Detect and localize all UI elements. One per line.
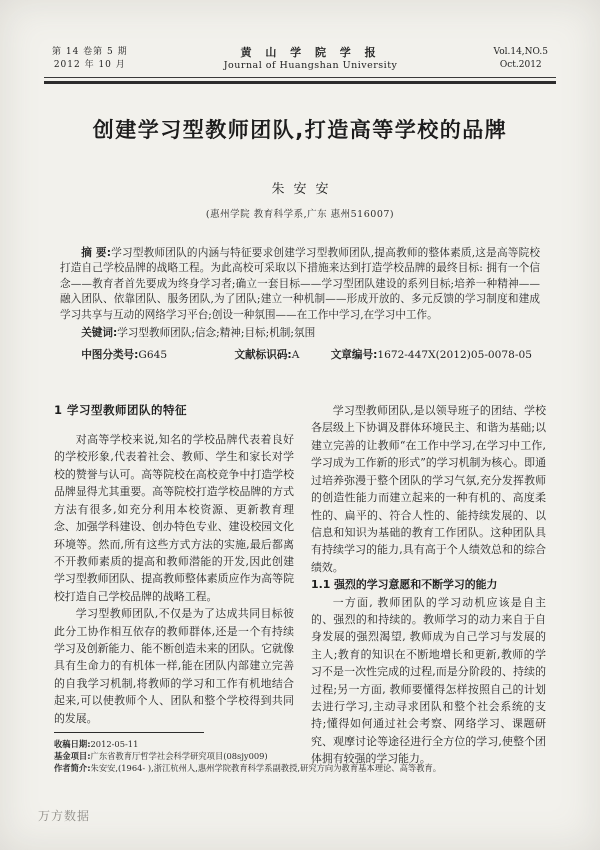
abstract-label: 摘 要: bbox=[81, 246, 111, 259]
fund-project-label: 基金项目: bbox=[54, 751, 91, 762]
author-bio-value: 朱安安,(1964- ),浙江杭州人,惠州学院教育科学系副教授,研究方向为教育基本理论、高等教育。 bbox=[90, 762, 442, 773]
fund-project-value: 广东省教育厅哲学社会科学研究项目(08sjy009) bbox=[90, 751, 268, 762]
footnote-block bbox=[54, 727, 442, 774]
right-column bbox=[311, 402, 546, 764]
journal-name-cn: 黄 山 学 院 学 报 bbox=[240, 46, 381, 59]
header-journal-name bbox=[224, 46, 398, 72]
issue-volume-cn: 第 14 卷第 5 期 bbox=[52, 47, 128, 57]
journal-name-en: Journal of Huangshan University bbox=[223, 60, 398, 71]
author-affiliation: (惠州学院 教育科学系,广东 惠州516007) bbox=[205, 208, 395, 220]
clc-label: 中图分类号: bbox=[81, 349, 139, 362]
header-rule bbox=[44, 81, 556, 84]
abstract-paragraph bbox=[60, 246, 540, 324]
footnote-fund bbox=[54, 751, 294, 763]
author-bio-label: 作者简介: bbox=[54, 762, 91, 773]
article-id-segment bbox=[331, 349, 532, 361]
received-date-value: 2012-05-11 bbox=[90, 739, 139, 750]
body-paragraph-2: 学习型教师团队,不仅是为了达成共同目标彼此分工协作相互依存的教师群体,还是一个有持续学习及创新能力、能不断创造未来的团队。它就像具有生命力的有机体一样,能在团队内部建立完善的自我学习机制,将教师的学习和工作有机地结合起来,可以使教师个人、团队和整个学校得到共同的发展。 bbox=[54, 607, 294, 725]
author-name: 朱安安 bbox=[271, 181, 338, 197]
issue-volume-en: Vol.14,NO.5 bbox=[493, 47, 548, 57]
body-paragraph-1: 对高等学校来说,知名的学校品牌代表着良好的学校形象,代表着社会、教师、学生和家长对学校的赞誉与认可。高等院校在高校竞争中打造学校品牌显得尤其重要。高等院校打造学校品牌的方式方法有很多,如充分利用本校资源、更新教育理念、加强学科建设、创办特色专业、建设校园文化环境等。然而,所有这些方式方法的实施,最后都离不开教师素质的提高和教师潜能的开发,因此创建学习型教师团队、提高教师整体素质应作为高等院校打造自己学校品牌的战略工程。 bbox=[54, 433, 294, 603]
received-date-label: 收稿日期: bbox=[54, 739, 91, 750]
journal-header bbox=[44, 46, 556, 78]
article-id-label: 文章编号: bbox=[330, 349, 378, 362]
doc-code-value: A bbox=[291, 349, 300, 362]
footnote-received bbox=[54, 739, 294, 751]
header-issue-cn bbox=[52, 46, 128, 72]
footnote-rule bbox=[54, 732, 204, 734]
body-columns bbox=[54, 402, 546, 773]
doc-code-label: 文献标识码: bbox=[234, 349, 292, 362]
body-paragraph-4: 一方面, 教师团队的学习动机应该是自主的、强烈的和持续的。教师学习的动力来自于自身发展的强烈渴望, 教师成为自己学习与发展的主人;教育的知识在不断地增长和更新,教师的学习不是一次性完成的过程,而是分阶段的、持续的过程;另一方面, 教师要懂得怎样按照自己的计划去进行学习,主动寻求团队和整个社会系统的支持;懂得如何通过社会考察、网络学习、课题研究、观摩讨论等途径进行全方位的学习,使整个团体拥有较强的学习能力。 bbox=[311, 595, 546, 766]
abstract-block bbox=[60, 246, 540, 363]
section-1-heading: 1 学习型教师团队的特征 bbox=[54, 403, 188, 418]
section-1-1-heading: 1.1 强烈的学习意愿和不断学习的能力 bbox=[311, 578, 498, 592]
clc-value: G645 bbox=[138, 349, 168, 362]
doc-code-segment bbox=[234, 349, 299, 361]
article-title: 创建学习型教师团队,打造高等学校的品牌 bbox=[92, 117, 508, 142]
keywords-line bbox=[60, 326, 540, 342]
keywords-text: 学习型教师团队;信念;精神;目标;机制;氛围 bbox=[117, 327, 316, 340]
header-issue-en bbox=[494, 46, 548, 72]
classification-line bbox=[60, 347, 540, 362]
article-id-value: 1672-447X(2012)05-0078-05 bbox=[377, 349, 532, 362]
keywords-label: 关键词: bbox=[81, 327, 118, 340]
clc-segment bbox=[81, 349, 167, 361]
body-paragraph-3: 学习型教师团队,是以领导班子的团结、学校各层级上下协调及群体环境民主、和谐为基础;以建立完善的让教师“在工作中学习,在学习中工作,学习成为工作新的形式”的学习机制为核心。即通过培养弥漫于整个团队的学习气氛,充分发挥教师的创造性能力而建立起来的一种有机的、高度柔性的、扁平的、符合人性的、能持续发展的、以信息和知识为基础的教育工作团队。这种团队具有持续学习的能力,具有高于个人绩效总和的综合绩效。 bbox=[311, 404, 546, 574]
issue-date-cn: 2012 年 10 月 bbox=[53, 60, 126, 70]
abstract-text: 学习型教师团队的内涵与特征要求创建学习型教师团队,提高教师的整体素质,这是高等院校打造自己学校品牌的战略工程。为此高校可采取以下措施来达到打造学校品牌的最终目标: 拥有一个信念——教育者首先要成为终身学习者;确立一套目标——学习型团队建设的系列目标;培养一种精神——融入团队、依靠团队、服务团队,为了团队;建立一种机制——形成开放的、多元反馈的学习制度和建成学习共享与互动的网络学习平台;创设一种氛围——在工作中学习,在学习中工作。 bbox=[60, 246, 540, 321]
wanfang-watermark: 万方数据 bbox=[38, 809, 91, 823]
issue-date-en: Oct.2012 bbox=[499, 60, 542, 70]
footnote-author-bio bbox=[54, 762, 442, 775]
